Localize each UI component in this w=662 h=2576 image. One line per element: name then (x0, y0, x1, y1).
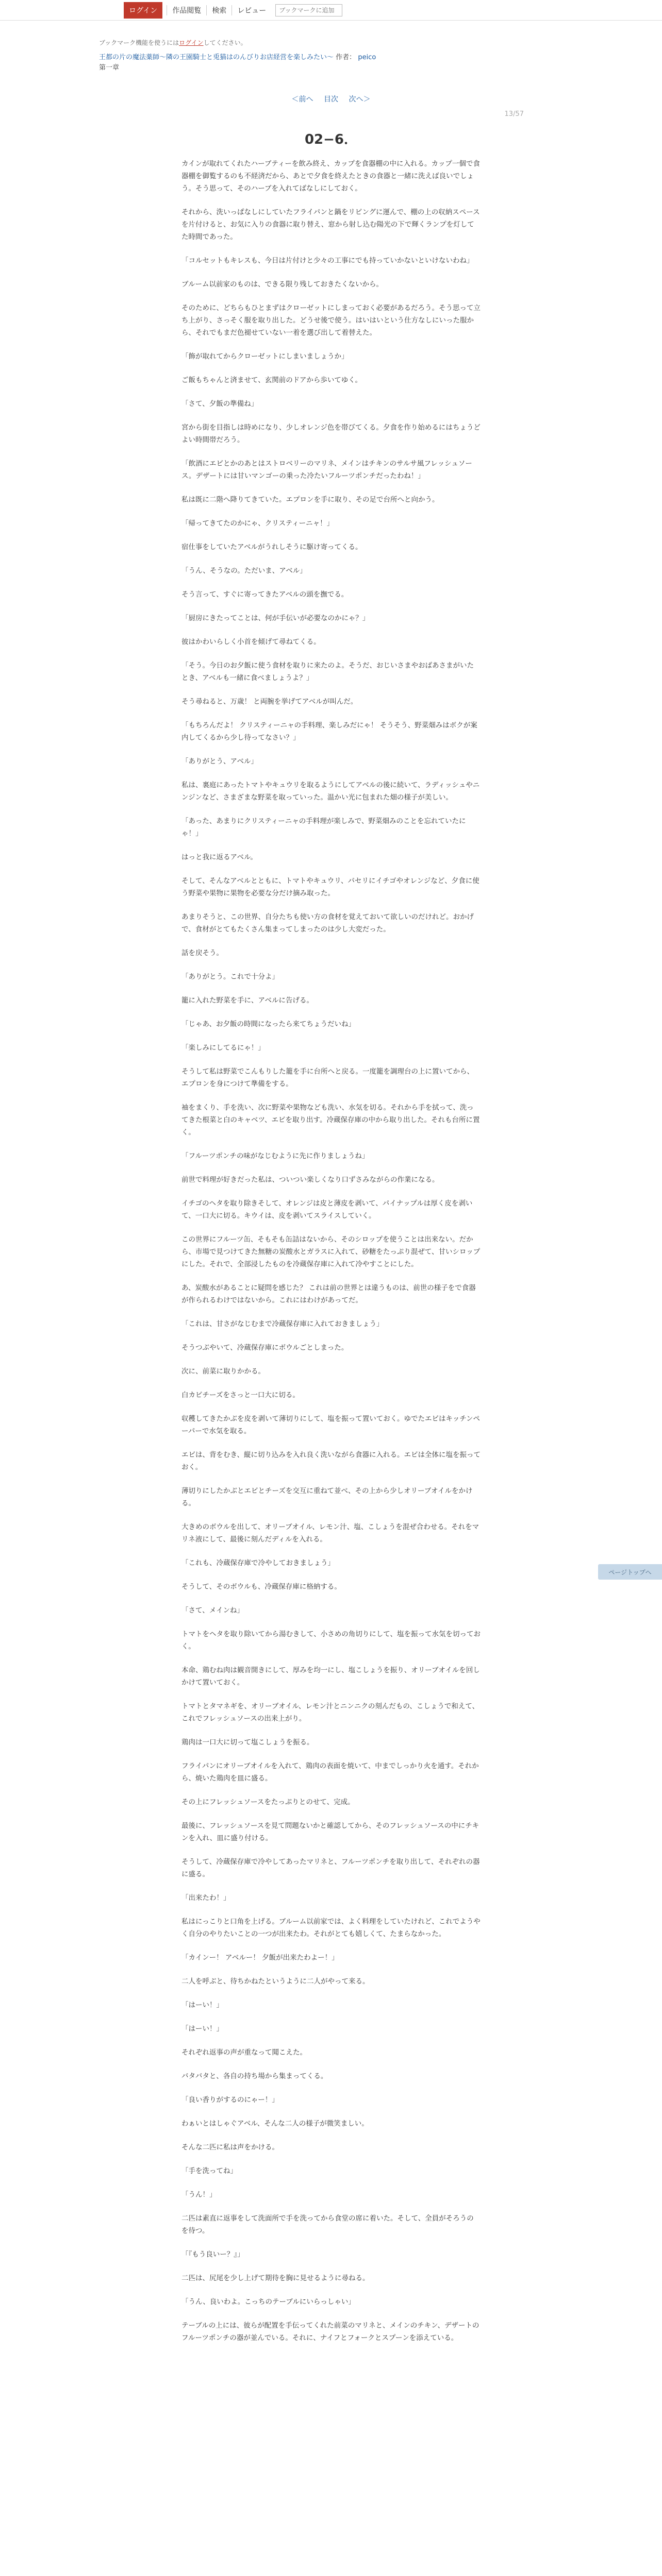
body-paragraph: 「さて、夕飯の準備ね」 (181, 400, 258, 408)
body-paragraph: 「うん、良いわよ。こっちのテーブルにいらっしゃい」 (181, 2298, 355, 2306)
body-paragraph: あ、炭酸水があることに疑問を感じた？ これは前の世界とは違うものは、前世の様子をで食器が作られるわけではないから。これにはわけがあってだ。 (181, 1284, 476, 1304)
index-link[interactable]: 目次 (324, 95, 338, 104)
body-paragraph: はっと我に返るアベル。 (181, 853, 257, 861)
body-paragraph: 私は、裏庭にあったトマトやキュウリを取るようにしてアベルの後に続いて、ラディッシュやニンジンなど、さまざまな野菜を取っていった。温かい光に包まれた畑の様子が美しい。 (181, 781, 480, 802)
body-paragraph: そう言って、すぐに寄ってきたアベルの頭を撫でる。 (181, 590, 349, 599)
chapter-label: 第一章 (99, 64, 120, 72)
body-paragraph: その上にフレッシュソースをたっぷりとのせて、完成。 (181, 1798, 355, 1806)
bookmark-login-message (99, 38, 247, 47)
next-link[interactable]: 次へ＞ (349, 95, 371, 104)
body-paragraph: 二匹は、尻尾を少し上げて期待を胸に見せるように尋ねる。 (181, 2274, 370, 2282)
body-paragraph: 鶏肉は一口大に切って塩こしょうを振る。 (181, 1738, 314, 1747)
body-paragraph: 薄切りにしたかぶとエビとチーズを交互に重ねて並べ、その上から少しオリーブオイルをかける。 (181, 1487, 473, 1507)
body-paragraph: そして、そんなアベルとともに、トマトやキュウリ、パセリにイチゴやオレンジなど、夕食に使う野菜や果物に果物を必要な分だけ摘み取った。 (181, 877, 479, 897)
message-login-link[interactable]: ログイン (179, 39, 204, 46)
body-paragraph: わぁいとはしゃぐアベル、そんな二人の様子が微笑ましい。 (181, 2120, 369, 2128)
body-paragraph: 前世で料理が好きだった私は、ついつい楽しくなり口ずさみながらの作業になる。 (181, 1176, 439, 1184)
body-paragraph: 「じゃあ、お夕飯の時間になったら来てちょうだいね」 (181, 1020, 355, 1028)
body-paragraph: 「ありがとう、アベル」 (181, 757, 258, 766)
body-paragraph: そうして、冷蔵保存庫で冷やしてあったマリネと、フルーツポンチを取り出して、それぞれの器に盛る。 (181, 1858, 480, 1878)
body-paragraph: 「手を洗ってね」 (181, 2167, 237, 2175)
body-paragraph: ブルーム以前家のものは、できる限り残しておきたくないから。 (181, 280, 383, 289)
body-paragraph: 「帰ってきてたのかにゃ、クリスティーニャ！」 (181, 519, 334, 528)
body-paragraph: 私は既に二階へ降りてきていた。エプロンを手に取り、その足で台所へと向かう。 (181, 496, 439, 504)
author-link[interactable]: peico (358, 54, 376, 61)
body-paragraph: それから、洗いっぱなしにしていたフライパンと鍋をリビングに運んで、棚の上の収納スペースを片付けると、お気に入りの食器に取り替え、窓から射し込む陽光の下で輝くランプを灯してた時間であった。 (181, 208, 480, 241)
nav-review-link[interactable]: レビュー (231, 5, 271, 15)
body-paragraph: 「飲酒にエビとかのあとはストロベリーのマリネ、メインはチキンのサルサ風フレッシュソース。デザートには甘いマンゴーの乗った冷たいフルーツポンチだったわね！」 (181, 460, 472, 480)
body-paragraph: 最後に、フレッシュソースを見て問題ないかと確認してから、そのフレッシュソースの中にチキンを入れ、皿に盛り付ける。 (181, 1822, 479, 1842)
prev-link[interactable]: ＜前へ (291, 95, 313, 104)
body-paragraph: 「はーい！」 (181, 2001, 223, 2009)
nav-browse-link[interactable]: 作品閲覧 (167, 5, 206, 15)
body-paragraph: バタバタと、各自の持ち場から集まってくる。 (181, 2072, 328, 2080)
body-paragraph: 「厨房にきたってことは、何が手伝いが必要なのかにゃ？」 (181, 614, 370, 622)
body-paragraph: 次に、前菜に取りかかる。 (181, 1367, 265, 1376)
body-paragraph: 「楽しみにしてるにゃ！」 (181, 1044, 265, 1052)
message-suffix: してください。 (203, 39, 247, 46)
chapter-title: 02−6． (304, 132, 358, 147)
body-paragraph: 「出来たわ！」 (181, 1894, 230, 1902)
body-paragraph: 「飾が取れてからクローゼットにしまいましょうか」 (181, 352, 349, 361)
body-paragraph: 「フルーツポンチの味がなじむように先に作りましょうね」 (181, 1152, 369, 1160)
body-paragraph: 「ありがとう。これで十分よ」 (181, 973, 279, 981)
body-paragraph: 話を戻そう。 (181, 949, 223, 957)
login-button[interactable]: ログイン (124, 2, 162, 19)
body-paragraph: 大きめのボウルを出して、オリーブオイル、レモン汁、塩、こしょうを混ぜ合わせる。それをマリネ液にして、最後に刻んだディルを入れる。 (181, 1523, 479, 1544)
body-paragraph: 二匹は素直に返事をして洗面所で手を洗ってから食堂の席に着いた。そして、全員がそろうのを待つ。 (181, 2214, 474, 2235)
body-paragraph: トマトとタマネギを、オリーブオイル、レモン汁とニンニクの刻んだもの、こしょうで和えて、これでフレッシュソースの出来上がり。 (181, 1702, 479, 1723)
body-paragraph: そう尋ねると、万歳！ と両腕を挙げてアベルが叫んだ。 (181, 698, 358, 706)
body-paragraph: そのために、どちらもひとまずはクローゼットにしまっておく必要があるだろう。そう思って立ち上がり、さっそく服を取り出した。どうせ後で使う。はいはいという仕方なしにいった服から、それでもまだ色褪せていない一着を選び出して着替えた。 (181, 304, 481, 337)
body-paragraph: 白カビチーズをさっと一口大に切る。 (181, 1391, 300, 1399)
body-paragraph: 「コルセットもキレスも、今日は片付けと少々の工事にでも持っていかないといけないわね」 (181, 257, 474, 265)
body-paragraph: テーブルの上には、彼らが配置を手伝ってくれた前菜のマリネと、メインのチキン、デザートのフルーツポンチの器が並んでいる。それに、ナイフとフォークとスプーンを添えている。 (181, 2321, 479, 2342)
body-paragraph: 籠に入れた野菜を手に、アベルに告げる。 (181, 996, 313, 1005)
body-paragraph: 「はーい！」 (181, 2025, 223, 2033)
body-paragraph: カインが取れてくれたハーブティーを飲み終え、カップを食器棚の中に入れる。カップ一個で食器棚を御覧するのも不経済だから、あとで夕食を終えたときの食器と一緒に洗えば良いでしょう。そう思って、そのハーブを入れてばなしにしておく。 (181, 160, 480, 193)
body-paragraph: そうして私は野菜でこんもりした籠を手に台所へと戻る。一度籠を調理台の上に置いてから、エプロンを身につけて準備をする。 (181, 1067, 474, 1088)
body-paragraph: 「もちろんだよ！ クリスティーニャの手料理、楽しみだにゃ！ そうそう、野菜畑みはボクが案内してくるから少し待ってなさい？」 (181, 721, 477, 742)
page-counter: 13/57 (504, 110, 524, 118)
message-prefix: ブックマーク機能を使うには (99, 39, 179, 46)
body-paragraph: 「カインー！ アベルー！ 夕飯が出来たわよー！」 (181, 1954, 339, 1962)
body-paragraph: 「さて、メインね」 (181, 1606, 244, 1615)
chapter-body (181, 158, 481, 2576)
bookmark-input[interactable] (275, 4, 342, 16)
body-paragraph: 私はにっこりと口角を上げる。ブルーム以前家では、よく料理をしていたけれど、これでようやく自分のやりたいことの一つが出来たわ。それがとても嬉しくて、たまらなかった。 (181, 1918, 481, 1938)
body-paragraph: 本命、鶏むね肉は観音開きにして、厚みを均一にし、塩こしょうを振り、オリーブオイルを回しかけて置いておく。 (181, 1666, 480, 1687)
body-paragraph: 彼はかわいらしく小首を傾げて尋ねてくる。 (181, 638, 321, 646)
body-paragraph: 「あった、あまりにクリスティーニャの手料理が楽しみで、野菜畑みのことを忘れていたにゃ！」 (181, 817, 466, 838)
body-paragraph: イチゴのヘタを取り除きそして、オレンジは皮と薄皮を剥いて、パイナップルは厚く皮を剥いて、一口大に切る。キウイは、皮を剥いてスライスしていく。 (181, 1199, 473, 1220)
body-paragraph: そうつぶやいて、冷蔵保存庫にボウルごとしまった。 (181, 1344, 349, 1352)
body-paragraph: 宿仕事をしていたアベルがうれしそうに駆け寄ってくる。 (181, 543, 362, 551)
body-paragraph: 収穫してきたかぶを皮を剥いて薄切りにして、塩を振って置いておく。ゆでたエビはキッチンペーパーで水気を取る。 (181, 1415, 481, 1435)
body-paragraph: 「うん！」 (181, 2191, 217, 2199)
story-title-link[interactable]: 王都の片の魔法薬師〜隣の王園騎士と兎猫はのんびりお店経営を楽しみたい〜 (99, 54, 334, 61)
body-paragraph: 宮から街を目指しは時めになり、少しオレンジ色を帯びてくる。夕食を作り始めるにはちょうどよい時間帯だろう。 (181, 423, 481, 444)
body-paragraph: それぞれ返事の声が重なって聞こえた。 (181, 2048, 307, 2057)
pager-top (0, 94, 662, 104)
body-paragraph: この世界にフルーツ缶、そもそも缶詰はないから、そのシロップを使うことは出来ない。だから、市場で見つけてきた無糖の炭酸水とガラスに入れて、砂糖をたっぷり混ぜて、甘いシロップにした。それで、全部浸したものを冷蔵保存庫に入れて冷やすことにした。 (181, 1235, 481, 1268)
top-nav-bar (0, 0, 662, 21)
body-paragraph: そうして、そのボウルも、冷蔵保存庫に格納する。 (181, 1583, 341, 1591)
body-paragraph: 二人を呼ぶと、待ちかねたというように二人がやって来る。 (181, 1977, 370, 1986)
story-header (99, 53, 470, 73)
body-paragraph: エビは、背をむき、縦に切り込みを入れ良く洗いながら食器に入れる。エビは全体に塩を振っておく。 (181, 1451, 481, 1471)
body-paragraph: ご飯もちゃんと済ませて、玄関前のドアから歩いてゆく。 (181, 376, 362, 384)
author-label: 作者： (336, 54, 356, 61)
body-paragraph: 「そう。今日のお夕飯に使う食材を取りに来たのよ。そうだ、おじいさまやおばあさまがいたとき、アベルも一緒に食べましょうよ？」 (181, 662, 474, 682)
body-paragraph: 「『もう良いー？』」 (181, 2250, 244, 2259)
body-paragraph: 「うん、そうなの。ただいま、アベル」 (181, 567, 307, 575)
body-paragraph: 「これも、冷蔵保存庫で冷やしておきましょう」 (181, 1559, 335, 1567)
body-paragraph: フライパンにオリーブオイルを入れて、鶏肉の表面を焼いて、中までしっかり火を通す。それから、焼いた鶏肉を皿に盛る。 (181, 1762, 479, 1783)
body-paragraph: あまりそうと、この世界、自分たちも使い方の食材を覚えておいて欲しいのだけれど。おかげで、食材がとてもたくさん集まってしまったのは少し大変だった。 (181, 913, 474, 934)
nav-search-link[interactable]: 検索 (206, 5, 231, 15)
body-paragraph: 袖をまくり、手を洗い、次に野菜や果物なども洗い、水気を切る。それから手を拭って、洗ってきた根菜と白のキャベツ、エビを取り出す。冷蔵保存庫の中から取り出した。それも台所に置く。 (181, 1104, 480, 1137)
body-paragraph: そんな二匹に私は声をかける。 (181, 2143, 279, 2151)
page-top-side-button[interactable]: ページトップへ (598, 1564, 662, 1580)
body-paragraph: トマトをヘタを取り除いてから湯むきして、小さめの角切りにして、塩を振って水気を切っておく。 (181, 1630, 481, 1651)
body-paragraph: 「良い香りがするのにゃー！」 (181, 2096, 279, 2104)
body-paragraph: 「これは、甘さがなじむまで冷蔵保存庫に入れておきましょう」 (181, 1320, 384, 1328)
